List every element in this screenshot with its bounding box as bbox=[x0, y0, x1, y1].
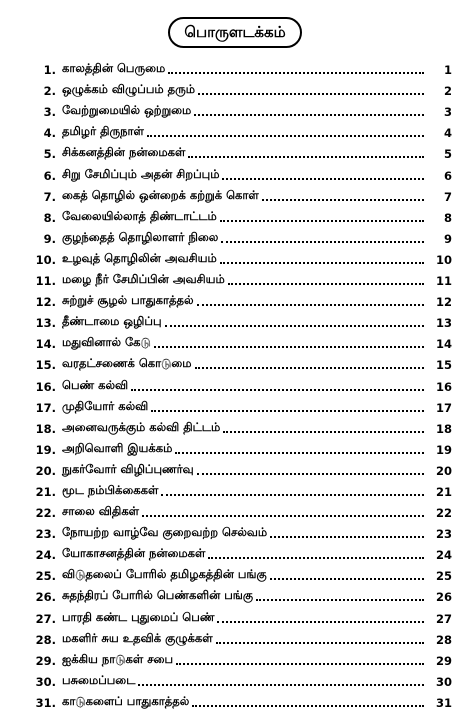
entry-page-number: 7 bbox=[443, 189, 452, 204]
toc-entry[interactable] bbox=[18, 351, 452, 372]
entry-number: 26. bbox=[35, 590, 56, 605]
entry-number: 27. bbox=[35, 611, 56, 626]
entry-number: 25. bbox=[35, 569, 56, 584]
entry-page-number: 30 bbox=[435, 674, 452, 689]
dot-leader bbox=[194, 114, 424, 116]
entry-title: கைத் தொழில் ஒன்றைக் கற்றுக் கொள் bbox=[62, 187, 259, 202]
entry-title: சுற்றுச் சூழல் பாதுகாத்தல் bbox=[62, 293, 194, 308]
toc-entry[interactable] bbox=[18, 225, 452, 246]
toc-entry[interactable] bbox=[18, 119, 452, 140]
entry-page-number: 6 bbox=[443, 168, 452, 183]
entry-page-number: 12 bbox=[435, 295, 452, 310]
entry-page-number: 4 bbox=[443, 126, 452, 141]
toc-entry[interactable] bbox=[18, 161, 452, 182]
entry-page-number: 2 bbox=[443, 84, 452, 99]
entry-number: 3. bbox=[43, 105, 56, 120]
entry-title: மதுவினால் கேடு bbox=[62, 335, 151, 350]
toc-entry[interactable] bbox=[18, 56, 452, 77]
entry-number: 22. bbox=[35, 506, 56, 521]
entry-page-number: 19 bbox=[435, 442, 452, 457]
entry-page-number: 1 bbox=[443, 63, 452, 78]
entry-title: வேற்றுமையில் ஒற்றுமை bbox=[62, 103, 192, 118]
toc-entry[interactable] bbox=[18, 520, 452, 541]
entry-number: 24. bbox=[35, 548, 56, 563]
toc-entry[interactable] bbox=[18, 689, 452, 710]
toc-entry[interactable] bbox=[18, 98, 452, 119]
toc-entry[interactable] bbox=[18, 288, 452, 309]
entry-number: 9. bbox=[43, 231, 56, 246]
entry-page-number: 13 bbox=[435, 316, 452, 331]
dot-leader bbox=[256, 599, 424, 601]
entry-page-number: 24 bbox=[435, 548, 452, 563]
entry-page-number: 22 bbox=[435, 506, 452, 521]
dot-leader bbox=[176, 663, 424, 665]
entry-title: வரதட்சணைக் கொடுமை bbox=[62, 356, 192, 371]
dot-leader bbox=[228, 283, 424, 285]
entry-number: 20. bbox=[35, 463, 56, 478]
table-of-contents bbox=[18, 56, 452, 710]
entry-page-number: 23 bbox=[435, 527, 452, 542]
toc-entry[interactable] bbox=[18, 267, 452, 288]
page-title: பொருளடக்கம் bbox=[168, 17, 301, 48]
entry-number: 2. bbox=[43, 84, 56, 99]
entry-number: 13. bbox=[35, 316, 56, 331]
entry-number: 7. bbox=[43, 189, 56, 204]
entry-page-number: 21 bbox=[435, 484, 452, 499]
entry-page-number: 11 bbox=[435, 274, 452, 289]
toc-entry[interactable] bbox=[18, 583, 452, 604]
entry-title: அறிவொளி இயக்கம் bbox=[62, 440, 173, 455]
toc-entry[interactable] bbox=[18, 499, 452, 520]
dot-leader bbox=[223, 431, 424, 433]
dot-leader bbox=[221, 241, 424, 243]
entry-title: சுதந்திரப் போரில் பெண்களின் பங்கு bbox=[62, 588, 254, 603]
entry-page-number: 29 bbox=[435, 653, 452, 668]
dot-leader bbox=[168, 72, 424, 74]
entry-number: 23. bbox=[35, 527, 56, 542]
dot-leader bbox=[198, 93, 424, 95]
toc-entry[interactable] bbox=[18, 246, 452, 267]
entry-title: சிறு சேமிப்பும் அதன் சிறப்பும் bbox=[62, 166, 220, 181]
toc-entry[interactable] bbox=[18, 541, 452, 562]
entry-title: பெண் கல்வி bbox=[62, 377, 129, 392]
entry-number: 30. bbox=[35, 674, 56, 689]
toc-entry[interactable] bbox=[18, 183, 452, 204]
dot-leader bbox=[175, 452, 424, 454]
entry-title: பசுமைப்படை bbox=[62, 672, 136, 687]
title-container bbox=[0, 17, 470, 48]
entry-page-number: 3 bbox=[443, 105, 452, 120]
entry-page-number: 17 bbox=[435, 400, 452, 415]
entry-number: 14. bbox=[35, 337, 56, 352]
dot-leader bbox=[188, 156, 424, 158]
toc-entry[interactable] bbox=[18, 309, 452, 330]
toc-entry[interactable] bbox=[18, 330, 452, 351]
toc-entry[interactable] bbox=[18, 457, 452, 478]
entry-title: குழந்தைத் தொழிலாளர் நிலை bbox=[62, 229, 219, 244]
toc-entry[interactable] bbox=[18, 372, 452, 393]
entry-number: 31. bbox=[35, 695, 56, 710]
dot-leader bbox=[217, 621, 424, 623]
entry-title: விடுதலைப் போரில் தமிழகத்தின் பங்கு bbox=[62, 567, 267, 582]
toc-entry[interactable] bbox=[18, 77, 452, 98]
entry-page-number: 27 bbox=[435, 611, 452, 626]
entry-page-number: 10 bbox=[435, 252, 452, 267]
entry-title: மூட நம்பிக்கைகள் bbox=[62, 482, 159, 497]
entry-number: 18. bbox=[35, 421, 56, 436]
entry-page-number: 26 bbox=[435, 590, 452, 605]
dot-leader bbox=[222, 178, 424, 180]
entry-number: 12. bbox=[35, 295, 56, 310]
dot-leader bbox=[216, 642, 424, 644]
toc-entry[interactable] bbox=[18, 394, 452, 415]
toc-entry[interactable] bbox=[18, 647, 452, 668]
toc-entry[interactable] bbox=[18, 626, 452, 647]
entry-page-number: 18 bbox=[435, 421, 452, 436]
entry-number: 29. bbox=[35, 653, 56, 668]
entry-number: 10. bbox=[35, 252, 56, 267]
toc-entry[interactable] bbox=[18, 415, 452, 436]
dot-leader bbox=[197, 304, 424, 306]
dot-leader bbox=[270, 536, 424, 538]
entry-page-number: 9 bbox=[443, 231, 452, 246]
entry-title: பாரதி கண்ட புதுமைப் பெண் bbox=[62, 609, 215, 624]
dot-leader bbox=[220, 262, 424, 264]
entry-title: யோகாசனத்தின் நன்மைகள் bbox=[62, 546, 206, 561]
toc-entry[interactable] bbox=[18, 562, 452, 583]
entry-number: 21. bbox=[35, 484, 56, 499]
entry-title: தீண்டாமை ஒழிப்பு bbox=[62, 314, 162, 329]
dot-leader bbox=[161, 494, 424, 496]
dot-leader bbox=[192, 705, 424, 707]
entry-number: 8. bbox=[43, 210, 56, 225]
entry-number: 6. bbox=[43, 168, 56, 183]
entry-title: மழை நீர் சேமிப்பின் அவசியம் bbox=[62, 272, 225, 287]
entry-number: 5. bbox=[43, 147, 56, 162]
dot-leader bbox=[197, 473, 424, 475]
entry-title: காடுகளைப் பாதுகாத்தல் bbox=[62, 693, 190, 708]
toc-entry[interactable] bbox=[18, 204, 452, 225]
entry-page-number: 15 bbox=[435, 358, 452, 373]
toc-entry[interactable] bbox=[18, 140, 452, 161]
entry-number: 16. bbox=[35, 379, 56, 394]
entry-number: 28. bbox=[35, 632, 56, 647]
entry-page-number: 5 bbox=[443, 147, 452, 162]
dot-leader bbox=[138, 684, 424, 686]
entry-title: வேலையில்லாத் திண்டாட்டம் bbox=[62, 208, 217, 223]
entry-number: 4. bbox=[43, 126, 56, 141]
dot-leader bbox=[151, 410, 424, 412]
entry-title: நோயற்ற வாழ்வே குறைவற்ற செல்வம் bbox=[62, 525, 268, 540]
toc-entry[interactable] bbox=[18, 436, 452, 457]
dot-leader bbox=[131, 389, 424, 391]
dot-leader bbox=[262, 199, 424, 201]
entry-title: மகளிர் சுய உதவிக் குழுக்கள் bbox=[62, 630, 213, 645]
dot-leader bbox=[154, 346, 424, 348]
entry-page-number: 8 bbox=[443, 210, 452, 225]
entry-title: சாலை விதிகள் bbox=[62, 504, 140, 519]
dot-leader bbox=[208, 557, 424, 559]
dot-leader bbox=[147, 135, 424, 137]
entry-number: 17. bbox=[35, 400, 56, 415]
entry-title: காலத்தின் பெருமை bbox=[62, 61, 166, 76]
dot-leader bbox=[220, 220, 424, 222]
entry-title: அனைவருக்கும் கல்வி திட்டம் bbox=[62, 419, 221, 434]
entry-title: தமிழர் திருநாள் bbox=[62, 124, 144, 139]
entry-page-number: 20 bbox=[435, 463, 452, 478]
entry-number: 19. bbox=[35, 442, 56, 457]
dot-leader bbox=[165, 325, 425, 327]
dot-leader bbox=[142, 515, 424, 517]
entry-page-number: 16 bbox=[435, 379, 452, 394]
entry-page-number: 31 bbox=[435, 695, 452, 710]
toc-entry[interactable] bbox=[18, 478, 452, 499]
entry-number: 1. bbox=[43, 63, 56, 78]
entry-title: நுகர்வோர் விழிப்புணர்வு bbox=[62, 461, 194, 476]
dot-leader bbox=[195, 367, 424, 369]
entry-title: ஐக்கிய நாடுகள் சபை bbox=[62, 651, 174, 666]
dot-leader bbox=[270, 578, 424, 580]
toc-entry[interactable] bbox=[18, 604, 452, 625]
entry-page-number: 14 bbox=[435, 337, 452, 352]
toc-entry[interactable] bbox=[18, 668, 452, 689]
entry-title: முதியோர் கல்வி bbox=[62, 398, 149, 413]
entry-page-number: 25 bbox=[435, 569, 452, 584]
entry-title: சிக்கனத்தின் நன்மைகள் bbox=[62, 145, 186, 160]
entry-title: ஒழுக்கம் விழுப்பம் தரும் bbox=[62, 82, 196, 97]
entry-title: உழவுத் தொழிலின் அவசியம் bbox=[62, 250, 217, 265]
entry-number: 15. bbox=[35, 358, 56, 373]
entry-page-number: 28 bbox=[435, 632, 452, 647]
entry-number: 11. bbox=[35, 274, 56, 289]
